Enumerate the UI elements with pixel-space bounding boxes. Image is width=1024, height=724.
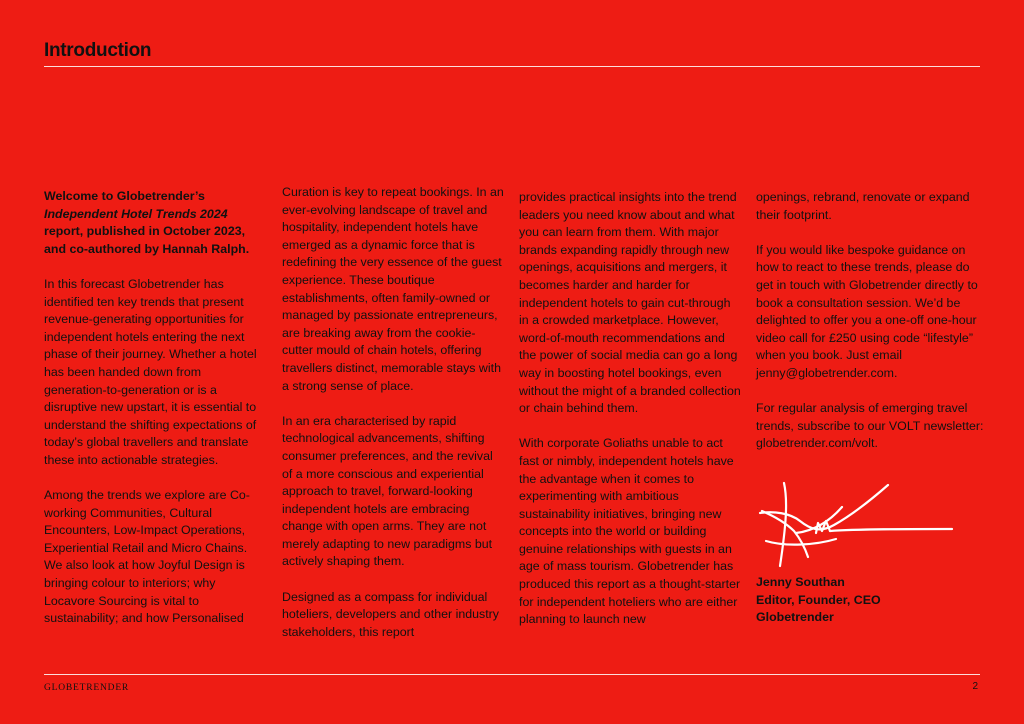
column-2 <box>282 184 504 659</box>
page-number: 2 <box>972 681 978 692</box>
signoff-name: Jenny Southan <box>756 575 845 589</box>
column-4 <box>756 189 986 581</box>
signoff-company: Globetrender <box>756 610 834 625</box>
paragraph: Designed as a compass for individual hoteliers, developers and other industry stakeholders, this report <box>282 589 499 639</box>
paragraph: In an era characterised by rapid technological advancements, shifting consumer preferences, and the revival of a more conscious and experiential approach to travel, forward-looking independent hotels are embracing change with open arms. They are not merely adapting to new paradigms but actively shaping them. <box>282 413 493 569</box>
report-title: Independent Hotel Trends 2024 <box>44 206 228 221</box>
paragraph: Curation is key to repeat bookings. In an ever-evolving landscape of travel and hospitality, independent hotels have emerged as a dynamic force that is redefining the very essence of the guest experience. These boutique establishments, often family-owned or managed by passionate entrepreneurs, are breaking away from the cookie-cutter mould of chain hotels, offering travellers distinct, memorable stays with a strong sense of place. <box>282 185 504 393</box>
column-3 <box>519 189 741 646</box>
footer-brand: GLOBETRENDER <box>44 683 130 693</box>
paragraph: Among the trends we explore are Co-working Communities, Cultural Encounters, Low-Impact Operations, Experiential Retail and Micro Chains. We also look at how Joyful Design is bringing colour to interiors; why Locavore Sourcing is vital to sustainability; and how Personalised <box>44 488 250 626</box>
intro-lead-text: Welcome to Globetrender’s <box>44 189 205 203</box>
intro-lead-text-2: report, published in October 2023, and co-authored by Hannah Ralph. <box>44 224 250 256</box>
column-1 <box>44 188 266 645</box>
paragraph: With corporate Goliaths unable to act fast or nimbly, independent hotels have the advantage when it comes to experimenting with ambitious sustainability initiatives, bringing new concepts into the world or building genuine relationships with guests in an age of mass tourism. Globetrender has produced this report as a thought-starter for independent hoteliers who are either planning to launch new <box>519 436 741 627</box>
paragraph: In this forecast Globetrender has identified ten key trends that present revenue-generating opportunities for independent hotels entering the next phase of their journey. Whether a hotel has been handed down from generation-to-generation or is a disruptive new upstart, it is essential to understand the shifting expectations of today’s global travellers and translate these into actionable strategies. <box>44 276 257 467</box>
signoff-role: Editor, Founder, CEO <box>756 592 881 607</box>
paragraph: openings, rebrand, renovate or expand their footprint. <box>756 190 970 222</box>
intro-lead <box>44 188 266 258</box>
paragraph: provides practical insights into the trend leaders you need know about and what you can learn from them. With major brands expanding rapidly through new openings, acquisitions and mergers, it becomes harder and harder for independent hotels to gain cut-through in a crowded marketplace. However, word-of-mouth recommendations and the power of social media can go a long way in boosting hotel bookings, even without the might of a branded collection or chain behind them. <box>519 190 741 416</box>
signature-image <box>756 471 956 581</box>
signoff-block <box>756 574 881 627</box>
page-title: Introduction <box>44 40 152 61</box>
footer-rule <box>44 674 980 675</box>
paragraph: If you would like bespoke guidance on how to react to these trends, please do get in touch with Globetrender directly to book a consultation session. We’d be delighted to offer you a one-off one-hour video call for £250 using code “lifestyle” when you book. Just email jenny@globetrender.com. <box>756 242 978 380</box>
paragraph: For regular analysis of emerging travel trends, subscribe to our VOLT newsletter: globetrender.com/volt. <box>756 401 984 451</box>
header-rule <box>44 66 980 67</box>
